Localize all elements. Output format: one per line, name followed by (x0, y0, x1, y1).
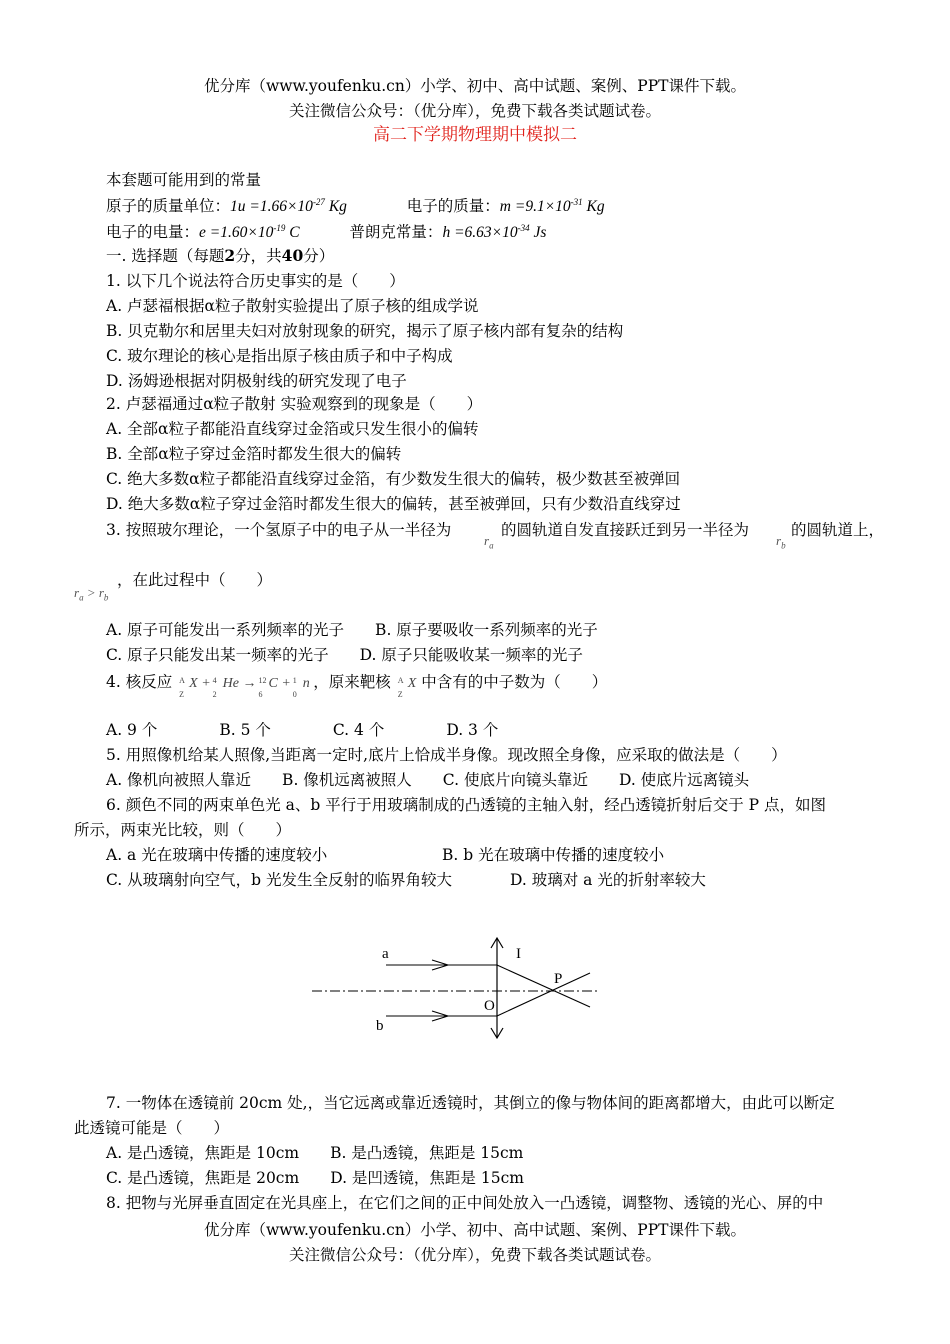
q3-stem-1: 3. 按照玻尔理论，一个氢原子中的电子从一半径为 (106, 521, 452, 539)
label-i: I (516, 946, 521, 962)
q1-option-d: D. 汤姆逊根据对阴极射线的研究发现了电子 (106, 372, 407, 390)
q3-ra: $r_a$ (484, 533, 494, 551)
q3-condition: $r_a > r_b$ (74, 585, 109, 603)
label-p: P (554, 971, 563, 987)
q2-option-d: D. 绝大多数α粒子穿过金箔时都发生很大的偏转，甚至被弹回，只有少数沿直线穿过 (106, 495, 681, 513)
q6-stem-1: 6. 颜色不同的两束单色光 a、b 平行于用玻璃制成的凸透镜的主轴入射，经凸透镜折射后交于 P 点，如图 (106, 796, 827, 814)
q7-stem-2: 此透镜可能是（ ） (74, 1119, 230, 1137)
header-line-1: 优分库（www.youfenku.cn）小学、初中、高中试题、案例、PPT课件下载。 (203, 77, 747, 95)
q3-stem-2: 的圆轨道自发直接跃迁到另一半径为 (501, 521, 750, 539)
q2-stem: 2. 卢瑟福通过α粒子散射 实验观察到的现象是（ ） (106, 395, 483, 413)
u-label: 原子的质量单位： (106, 197, 231, 215)
q6-stem-2: 所示，两束光比较，则（ ） (74, 821, 292, 839)
label-a: a (382, 946, 389, 962)
q2-option-a: A. 全部α粒子都能沿直线穿过金箔或只发生很小的偏转 (106, 420, 479, 438)
m-value: $m =9.1\times 10^{-31}$ Kg (499, 196, 605, 215)
e-label: 电子的电量： (106, 223, 200, 241)
target-nucleus: A Z X (397, 675, 417, 699)
q7-options-cd: C. 是凸透镜，焦距是 20cm D. 是凹透镜，焦距是 15cm (106, 1169, 524, 1187)
ray-a-refracted (497, 965, 590, 1007)
q3-stem-4: ，在此过程中（ ） (117, 571, 273, 589)
q3-rb: $r_b$ (776, 533, 786, 551)
constants-row-2 (106, 222, 546, 243)
q6-option-c: C. 从玻璃射向空气，b 光发生全反射的临界角较大 (106, 871, 453, 889)
section-heading: 一. 选择题（每题2分，共40分） (106, 246, 335, 265)
q3-stem-3: 的圆轨道上， (791, 521, 885, 539)
q2-option-c: C. 绝大多数α粒子都能沿直线穿过金箔，有少数发生很大的偏转，极少数甚至被弹回 (106, 470, 681, 488)
constants-row-1 (106, 196, 605, 217)
footer-line-2: 关注微信公众号：（优分库），免费下载各类试题试卷。 (288, 1246, 661, 1264)
q7-options-ab: A. 是凸透镜，焦距是 10cm B. 是凸透镜，焦距是 15cm (106, 1144, 524, 1162)
h-value: $h =6.63\times 10^{-34}$ Js (442, 222, 547, 241)
e-value: $e =1.60\times 10^{-19}$ C (199, 222, 300, 241)
q1-option-b: B. 贝克勒尔和居里夫妇对放射现象的研究，揭示了原子核内部有复杂的结构 (106, 322, 624, 340)
convex-lens-diagram (300, 930, 620, 1050)
q4-stem: 4. 核反应 A Z X + 4 2 He → 12 6 C + 1 0 n ，原来靶核 A Z X 中含有的中子数为（ ） (106, 673, 608, 699)
q4-options: A. 9 个 B. 5 个 C. 4 个 D. 3 个 (106, 721, 499, 739)
q1-stem: 1. 以下几个说法符合历史事实的是（ ） (106, 272, 405, 290)
u-value: $1u =1.66\times 10^{-27}$ Kg (230, 196, 347, 215)
constants-intro: 本套题可能用到的常量 (106, 171, 262, 189)
q1-option-c: C. 玻尔理论的核心是指出原子核由质子和中子构成 (106, 347, 453, 365)
footer-line-1: 优分库（www.youfenku.cn）小学、初中、高中试题、案例、PPT课件下载。 (203, 1221, 747, 1239)
q8-stem: 8. 把物与光屏垂直固定在光具座上，在它们之间的正中间处放入一凸透镜，调整物、透镜的光心、屏的中 (106, 1194, 824, 1212)
nuclear-equation: A Z X + 4 2 He → 12 6 C + 1 0 n (179, 675, 310, 699)
q6-option-d: D. 玻璃对 a 光的折射率较大 (510, 871, 706, 889)
page-title: 高二下学期物理期中模拟二 (373, 125, 577, 145)
h-label: 普朗克常量： (349, 223, 443, 241)
m-label: 电子的质量： (406, 197, 500, 215)
q6-option-a: A. a 光在玻璃中传播的速度较小 (106, 846, 328, 864)
q3-options-cd: C. 原子只能发出某一频率的光子 D. 原子只能吸收某一频率的光子 (106, 646, 583, 664)
q5-stem: 5. 用照像机给某人照像,当距离一定时,底片上恰成半身像。现改照全身像，应采取的做法是（ ） (106, 746, 787, 764)
q1-option-a: A. 卢瑟福根据α粒子散射实验提出了原子核的组成学说 (106, 297, 479, 315)
q6-option-b: B. b 光在玻璃中传播的速度较小 (442, 846, 665, 864)
q7-stem-1: 7. 一物体在透镜前 20cm 处,，当它远离或靠近透镜时，其倒立的像与物体间的距离都增大，由此可以断定 (106, 1094, 835, 1112)
header-line-2: 关注微信公众号：（优分库），免费下载各类试题试卷。 (288, 102, 661, 120)
q5-options: A. 像机向被照人靠近 B. 像机远离被照人 C. 使底片向镜头靠近 D. 使底片远离镜头 (106, 771, 750, 789)
label-b: b (376, 1018, 384, 1034)
q3-options-ab: A. 原子可能发出一系列频率的光子 B. 原子要吸收一系列频率的光子 (106, 621, 598, 639)
ray-b-refracted (497, 973, 590, 1016)
label-o: O (484, 998, 495, 1014)
q2-option-b: B. 全部α粒子穿过金箔时都发生很大的偏转 (106, 445, 402, 463)
